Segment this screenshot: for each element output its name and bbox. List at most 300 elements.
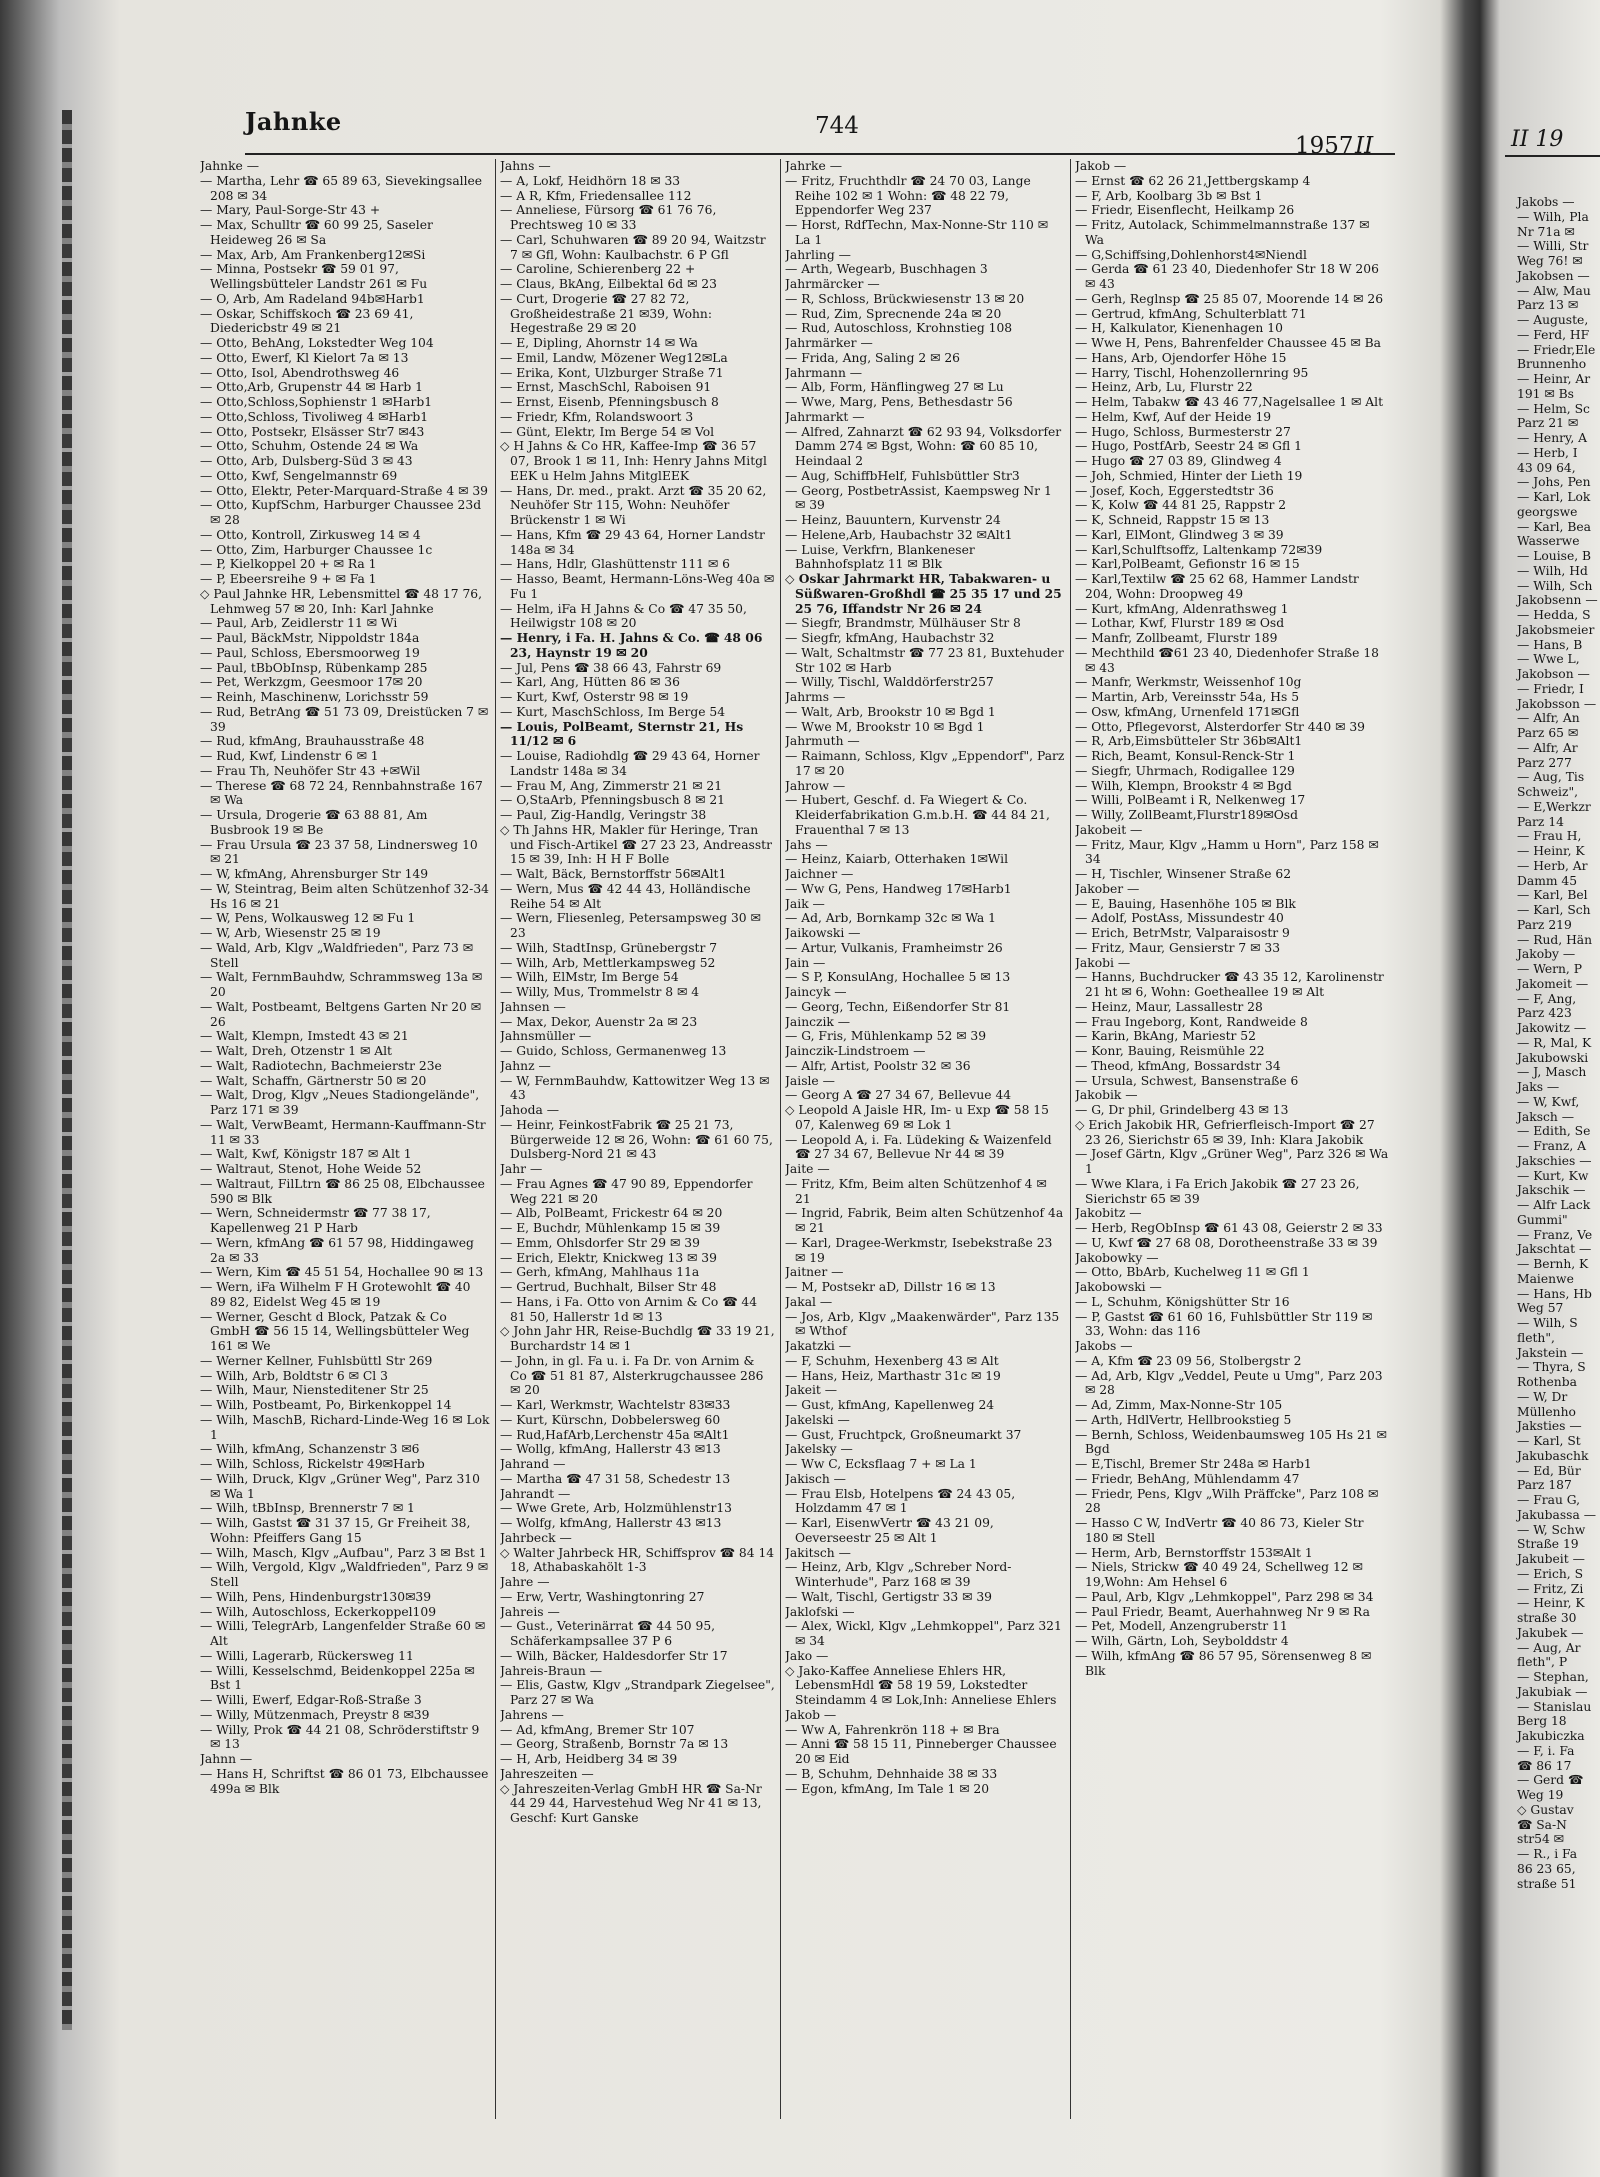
directory-entry: ◇ Walter Jahrbeck HR, Schiffsprov ☎ 84 14 18, Athabaskahölt 1-3 xyxy=(500,1545,775,1575)
directory-entry: — Hans, Heiz, Marthastr 31c ✉ 19 xyxy=(785,1368,1001,1383)
surname-heading: Jahnn — xyxy=(200,1752,253,1766)
directory-entry: — Josef Gärtn, Klgv „Grüner Weg", Parz 326 ✉ Wa 1 xyxy=(1075,1147,1389,1176)
directory-entry: — G, Fris, Mühlenkamp 52 ✉ 39 xyxy=(785,1029,987,1044)
facing-page-line: — W, Schw xyxy=(1517,1522,1586,1537)
directory-entry: — Josef, Koch, Eggerstedtstr 36 xyxy=(1075,483,1274,498)
directory-entry: — Willi, TelegrArb, Langenfelder Straße 60 ✉ Alt xyxy=(200,1619,486,1648)
surname-heading: Jahrmuth — xyxy=(785,734,860,749)
directory-entry: — Kurt, kfmAng, Aldenrathsweg 1 xyxy=(1075,601,1289,616)
surname-heading: Jainczik — xyxy=(785,1014,851,1029)
directory-entry: — Kurt, MaschSchloss, Im Berge 54 xyxy=(500,704,726,719)
directory-entry: — Walt, Klempn, Imstedt 43 ✉ 21 xyxy=(200,1029,409,1044)
facing-page-line: — Wilh, Sch xyxy=(1517,578,1593,593)
surname-heading: Jahrmann — xyxy=(785,365,863,380)
directory-entry: — Werner, Gescht d Block, Patzak & Co GmbH ☎ 56 15 14, Wellingsbütteler Weg 161 ✉ We xyxy=(200,1309,470,1353)
directory-entry: — Paul, Zig-Handlg, Veringstr 38 xyxy=(500,808,707,822)
facing-page-line: Weg 76! ✉ xyxy=(1517,254,1583,268)
column-separator xyxy=(495,159,496,2119)
directory-entry: — Alb, Form, Hänflingweg 27 ✉ Lu xyxy=(785,380,1004,395)
directory-entry: — Wilh, Schloss, Rickelstr 49✉Harb xyxy=(200,1457,425,1471)
volume-label: II xyxy=(1355,133,1374,159)
directory-entry: — Hans H, Schriftst ☎ 86 01 73, Elbchaussee 499a ✉ Blk xyxy=(200,1766,489,1796)
facing-page-line: — Hans, Hb xyxy=(1517,1286,1592,1301)
directory-entry: — Wolfg, kfmAng, Hallerstr 43 ✉13 xyxy=(500,1516,722,1530)
directory-entry: — Gust, kfmAng, Kapellenweg 24 xyxy=(785,1398,995,1412)
directory-entry: — Frau M, Ang, Zimmerstr 21 ✉ 21 xyxy=(500,778,723,793)
surname-heading: Jahrling — xyxy=(785,247,851,262)
surname-heading: Jakeit — xyxy=(785,1383,838,1398)
facing-page-line: str54 ✉ xyxy=(1517,1832,1564,1847)
facing-page-line: Weg 19 xyxy=(1517,1788,1564,1802)
facing-page-line: Jakstein — xyxy=(1517,1345,1584,1360)
directory-entry: — Heinz, Arb, Lu, Flurstr 22 xyxy=(1075,380,1253,395)
directory-entry: — P, Kielkoppel 20 + ✉ Ra 1 xyxy=(200,557,377,572)
directory-entry: — Egon, kfmAng, Im Tale 1 ✉ 20 xyxy=(785,1781,990,1796)
directory-entry: — Pet, Werkzgm, Geesmoor 17✉ 20 xyxy=(200,675,423,690)
columns-area xyxy=(200,159,1395,2119)
directory-entry: — Günt, Elektr, Im Berge 54 ✉ Vol xyxy=(500,424,715,439)
directory-entry: — Otto, KupfSchm, Harburger Chaussee 23d ✉ 28 xyxy=(200,498,482,527)
directory-entry: — Walt, Radiotechn, Bachmeierstr 23e xyxy=(200,1058,442,1073)
directory-entry: — Frau Elsb, Hotelpens ☎ 24 43 05, Holzdamm 47 ✉ 1 xyxy=(785,1486,1016,1516)
facing-page-line: Maienwe xyxy=(1517,1271,1574,1286)
directory-entry: — Rud, Autoschloss, Krohnstieg 108 xyxy=(785,321,1013,336)
directory-entry: — Otto, Kontroll, Zirkusweg 14 ✉ 4 xyxy=(200,527,421,542)
facing-page-line: Parz 21 ✉ xyxy=(1517,416,1579,431)
directory-entry: — Willi, Kesselschmd, Beidenkoppel 225a ✉ Bst 1 xyxy=(200,1663,475,1693)
facing-page-line: — Alw, Mau xyxy=(1517,283,1591,298)
directory-entry: — Wilh, Masch, Klgv „Aufbau", Parz 3 ✉ Bst 1 xyxy=(200,1545,487,1560)
directory-entry: — Martha, Lehr ☎ 65 89 63, Sievekingsallee 208 ✉ 34 xyxy=(200,173,483,203)
directory-entry: — Ernst, MaschSchl, Raboisen 91 xyxy=(500,380,712,395)
facing-page-header: II 19 xyxy=(1511,127,1564,152)
directory-entry: — Konr, Bauing, Reismühle 22 xyxy=(1075,1044,1265,1058)
surname-heading: Jain — xyxy=(785,955,826,970)
directory-entry: — Gerda ☎ 61 23 40, Diedenhofer Str 18 W 206 ✉ 43 xyxy=(1075,262,1379,291)
directory-entry: ◇ Erich Jakobik HR, Gefrierfleisch-Import ☎ 27 23 26, Sierichstr 65 ✉ 39, Inh: Klara Jakobik xyxy=(1075,1117,1375,1147)
directory-entry: — Otto, Zim, Harburger Chaussee 1c xyxy=(200,542,433,557)
directory-entry: — Siegfr, Uhrmach, Rodigallee 129 xyxy=(1075,763,1295,778)
directory-entry: — Wilh, tBbInsp, Brennerstr 7 ✉ 1 xyxy=(200,1501,415,1516)
surname-heading: Jakal — xyxy=(785,1294,833,1309)
directory-entry: — Gertrud, Buchhalt, Bilser Str 48 xyxy=(500,1280,717,1294)
surname-heading: Jahrbeck — xyxy=(500,1530,572,1545)
surname-heading: Jakobi — xyxy=(1075,955,1131,970)
directory-entry: — A R, Kfm, Friedensallee 112 xyxy=(500,188,692,203)
surname-heading: Jaincyk — xyxy=(785,985,847,999)
surname-heading: Jakob — xyxy=(785,1707,837,1722)
surname-heading: Jahrmärcker — xyxy=(785,277,880,291)
directory-entry: — Louis, PolBeamt, Sternstr 21, Hs 11/12 ✉ 6 xyxy=(500,718,744,749)
page-number: 744 xyxy=(815,113,859,139)
directory-entry: — Harry, Tischl, Hohenzollernring 95 xyxy=(1075,365,1309,380)
directory-entry: — Otto,Schloss,Sophienstr 1 ✉Harb1 xyxy=(200,395,433,409)
facing-page-line: Rothenba xyxy=(1517,1375,1577,1389)
directory-entry: ◇ Paul Jahnke HR, Lebensmittel ☎ 48 17 76, Lehmweg 57 ✉ 20, Inh: Karl Jahnke xyxy=(200,586,483,616)
directory-entry: — Paul, Arb, Zeidlerstr 11 ✉ Wi xyxy=(200,616,398,631)
directory-entry: — W, Steintrag, Beim alten Schützenhof 32-34 Hs 16 ✉ 21 xyxy=(200,881,489,911)
directory-entry: — R, Arb,Eimsbütteler Str 36b✉Alt1 xyxy=(1075,734,1303,749)
directory-entry: — Willi, Ewerf, Edgar-Roß-Straße 3 xyxy=(200,1693,422,1707)
directory-entry: — Hanns, Buchdrucker ☎ 43 35 12, Karolinenstr 21 ht ✉ 6, Wohn: Goetheallee 19 ✉ Alt xyxy=(1075,970,1384,999)
directory-entry: — Frida, Ang, Saling 2 ✉ 26 xyxy=(785,350,960,365)
surname-heading: Jakelski — xyxy=(785,1412,850,1427)
directory-entry: — Wald, Arb, Klgv „Waldfrieden", Parz 73 ✉ Stell xyxy=(200,940,474,970)
facing-page-line: — Aug, Tis xyxy=(1517,770,1585,785)
facing-page-line: Parz 423 xyxy=(1517,1006,1572,1021)
facing-page-line: — Ed, Bür xyxy=(1517,1463,1581,1478)
directory-entry: — P, Gastst ☎ 61 60 16, Fuhlsbüttler Str 119 ✉ 33, Wohn: das 116 xyxy=(1075,1309,1373,1339)
column-1 xyxy=(200,159,490,2119)
directory-entry: — H, Kalkulator, Kienenhagen 10 xyxy=(1075,321,1283,336)
facing-page-fragment xyxy=(1505,95,1600,2145)
facing-page-line: — Kurt, Kw xyxy=(1517,1168,1589,1183)
directory-entry: — Otto,Schloss, Tivoliweg 4 ✉Harb1 xyxy=(200,409,429,424)
facing-page-line: — Rud, Hän xyxy=(1517,932,1593,947)
directory-entry: — Louise, Radiohdlg ☎ 29 43 64, Horner Landstr 148a ✉ 34 xyxy=(500,749,760,778)
facing-page-line: Parz 219 xyxy=(1517,917,1572,932)
directory-entry: — Wilh, StadtInsp, Grünebergstr 7 xyxy=(500,940,718,955)
surname-heading: Jakobs — xyxy=(1075,1339,1133,1353)
facing-page-line: — F, Ang, xyxy=(1517,991,1577,1006)
facing-page-line: Müllenho xyxy=(1517,1404,1576,1419)
directory-entry: — Karl,Schulftsoffz, Laltenkamp 72✉39 xyxy=(1075,542,1323,557)
directory-entry: — Carl, Schuhwaren ☎ 89 20 94, Waitzstr 7 ✉ Gfl, Wohn: Kaulbachstr. 6 P Gfl xyxy=(500,232,766,262)
directory-entry: — Karl, EisenwVertr ☎ 43 21 09, Oeverseestr 25 ✉ Alt 1 xyxy=(785,1516,994,1545)
facing-page-line: — Franz, Ve xyxy=(1517,1227,1593,1242)
directory-page xyxy=(175,95,1410,2135)
facing-page-line: — Aug, Ar xyxy=(1517,1640,1581,1655)
facing-page-line: — R., i Fa xyxy=(1517,1847,1578,1861)
directory-entry: — Wilh, Vergold, Klgv „Waldfrieden", Parz 9 ✉ Stell xyxy=(200,1560,489,1589)
facing-page-line: Jakobson — xyxy=(1517,667,1590,681)
directory-entry: — Karl, Dragee-Werkmstr, Isebekstraße 23 ✉ 19 xyxy=(785,1235,1053,1265)
facing-page-line: Jakubassa — xyxy=(1517,1507,1596,1522)
directory-entry: — Heinz, Arb, Klgv „Schreber Nord-Winterhude", Parz 168 ✉ 39 xyxy=(785,1560,1012,1589)
column-separator xyxy=(780,159,781,2119)
directory-entry: ◇ H Jahns & Co HR, Kaffee-Imp ☎ 36 57 07, Brook 1 ✉ 11, Inh: Henry Jahns Mitgl EEK u Helm Jahns MitglEEK xyxy=(500,439,767,483)
facing-page-line: Jakschik — xyxy=(1517,1183,1586,1198)
facing-page-line: — Stephan, xyxy=(1517,1670,1589,1684)
directory-entry: — Walt, Schaffn, Gärtnerstr 50 ✉ 20 xyxy=(200,1073,427,1088)
directory-entry: — Otto, Elektr, Peter-Marquard-Straße 4 ✉ 39 xyxy=(200,483,488,498)
facing-page-line: — W, Dr xyxy=(1517,1389,1568,1404)
surname-heading: Jahnsmüller — xyxy=(500,1029,592,1044)
surname-heading: Jahr — xyxy=(500,1162,543,1176)
directory-entry: — Fritz, Autolack, Schimmelmannstraße 137 ✉ Wa xyxy=(1075,218,1370,247)
directory-entry: — Emm, Ohlsdorfer Str 29 ✉ 39 xyxy=(500,1235,700,1250)
directory-entry: — Otto, Isol, Abendrothsweg 46 xyxy=(200,365,400,380)
column-separator xyxy=(1070,159,1071,2119)
directory-entry: — Ww A, Fahrenkrön 118 + ✉ Bra xyxy=(785,1722,1000,1737)
directory-entry: — Hans, Dr. med., prakt. Arzt ☎ 35 20 62, Neuhöfer Str 115, Wohn: Neuhöfer Brückenstr 1 ✉ Wi xyxy=(500,483,767,527)
directory-entry: — Mechthild ☎61 23 40, Diedenhofer Straße 18 ✉ 43 xyxy=(1075,645,1379,675)
directory-entry: — Pet, Modell, Anzengruberstr 11 xyxy=(1075,1619,1288,1634)
directory-entry: — Wilh, MaschB, Richard-Linde-Weg 16 ✉ Lok 1 xyxy=(200,1412,490,1442)
directory-entry: — Ursula, Drogerie ☎ 63 88 81, Am Busbrook 19 ✉ Be xyxy=(200,808,428,837)
directory-entry: — Wilh, kfmAng, Schanzenstr 3 ✉6 xyxy=(200,1442,420,1457)
directory-entry: — P, Ebeersreihe 9 + ✉ Fa 1 xyxy=(200,572,377,586)
directory-entry: — Willi, Lagerarb, Rückersweg 11 xyxy=(200,1648,414,1663)
facing-page-line: Jakubaschk xyxy=(1517,1448,1589,1463)
directory-entry: — Hasso C W, IndVertr ☎ 40 86 73, Kieler Str 180 ✉ Stell xyxy=(1075,1516,1364,1545)
directory-entry: — Willy, ZollBeamt,Flurstr189✉Osd xyxy=(1075,808,1298,822)
surname-heading: Jaikowski — xyxy=(785,926,861,940)
directory-entry: — Frau Ingeborg, Kont, Randweide 8 xyxy=(1075,1014,1308,1029)
directory-entry: — Fritz, Kfm, Beim alten Schützenhof 4 ✉ 21 xyxy=(785,1176,1047,1206)
directory-entry: — Otto, Ewerf, Kl Kielort 7a ✉ 13 xyxy=(200,350,409,365)
facing-page-line: — Thyra, S xyxy=(1517,1360,1586,1375)
facing-page-line: — Edith, Se xyxy=(1517,1124,1591,1139)
directory-entry: — Max, Dekor, Auenstr 2a ✉ 23 xyxy=(500,1014,698,1029)
surname-heading: Jahrand — xyxy=(500,1457,566,1471)
directory-entry: — Rich, Beamt, Konsul-Renck-Str 1 xyxy=(1075,749,1296,763)
facing-page-line: — Erich, S xyxy=(1517,1566,1584,1581)
running-head-name: Jahnke xyxy=(245,107,342,136)
directory-entry: — U, Kwf ☎ 27 68 08, Dorotheenstraße 33 ✉ 39 xyxy=(1075,1235,1378,1250)
facing-page-line: Straße 19 xyxy=(1517,1537,1579,1552)
directory-entry: — Werner Kellner, Fuhlsbüttl Str 269 xyxy=(200,1353,433,1368)
facing-page-line: ☎ 86 17 xyxy=(1517,1758,1572,1773)
surname-heading: Jahre — xyxy=(500,1575,550,1589)
directory-entry: — Friedr, Pens, Klgv „Wilh Präffcke", Parz 108 ✉ 28 xyxy=(1075,1486,1379,1516)
directory-entry: — Paul, tBbObInsp, Rübenkamp 285 xyxy=(200,660,428,675)
facing-page-line: — Karl, Sch xyxy=(1517,903,1591,917)
directory-entry: — H, Tischler, Winsener Straße 62 xyxy=(1075,867,1292,881)
directory-entry: — Jos, Arb, Klgv „Maakenwärder", Parz 135 ✉ Wthof xyxy=(785,1309,1060,1339)
directory-entry: — Friedr, Eisenflecht, Heilkamp 26 xyxy=(1075,203,1295,218)
facing-page-line: — R, Mal, K xyxy=(1517,1035,1592,1050)
facing-page-line: — Friedr,Ele xyxy=(1517,342,1596,357)
directory-entry: — Wwe, Marg, Pens, Bethesdastr 56 xyxy=(785,395,1013,409)
directory-entry: — E, Bauing, Hasenhöhe 105 ✉ Blk xyxy=(1075,896,1296,911)
facing-page-line: Jakubeit — xyxy=(1517,1552,1585,1566)
facing-page-line: Wasserwe xyxy=(1517,534,1580,549)
directory-entry: — G,Schiffsing,Dohlenhorst4✉Niendl xyxy=(1075,247,1307,262)
directory-entry: — Walt, Kwf, Königstr 187 ✉ Alt 1 xyxy=(200,1147,412,1162)
directory-entry: — Max, Schulltr ☎ 60 99 25, Saseler Heideweg 26 ✉ Sa xyxy=(200,218,433,247)
facing-page-line: Parz 65 ✉ xyxy=(1517,726,1579,740)
directory-entry: ◇ Jako-Kaffee Anneliese Ehlers HR, LebensmHdl ☎ 58 19 59, Lokstedter Steindamm 4 ✉ Lok,Inh: Anneliese Ehlers xyxy=(785,1663,1057,1707)
facing-page-line: Damm 45 xyxy=(1517,873,1578,888)
surname-heading: Jahreis-Braun — xyxy=(500,1663,603,1678)
directory-entry: — F, Arb, Koolbarg 3b ✉ Bst 1 xyxy=(1075,188,1263,203)
directory-entry: — Otto, Kwf, Sengelmannstr 69 xyxy=(200,468,398,483)
facing-page-line: Jaksties — xyxy=(1517,1419,1582,1434)
directory-entry: — Horst, RdfTechn, Max-Nonne-Str 110 ✉ La 1 xyxy=(785,218,1049,247)
directory-entry: — Wwe Klara, i Fa Erich Jakobik ☎ 27 23 26, Sierichstr 65 ✉ 39 xyxy=(1075,1176,1360,1206)
directory-entry: — Heinz, Bauuntern, Kurvenstr 24 xyxy=(785,513,1001,527)
directory-entry: — Willy, Tischl, Walddörferstr257 xyxy=(785,675,994,690)
directory-entry: — Wern, kfmAng ☎ 61 57 98, Hiddingaweg 2a ✉ 33 xyxy=(200,1235,474,1265)
directory-entry: — Helm, Tabakw ☎ 43 46 77,Nagelsallee 1 ✉ Alt xyxy=(1075,395,1384,409)
directory-entry: — Martha ☎ 47 31 58, Schedestr 13 xyxy=(500,1471,731,1486)
directory-entry: — B, Schuhm, Dehnhaide 38 ✉ 33 xyxy=(785,1766,998,1781)
facing-page-line: Parz 187 xyxy=(1517,1478,1572,1493)
facing-page-line: Jakoby — xyxy=(1517,947,1576,962)
surname-heading: Jaklofski — xyxy=(785,1604,855,1619)
facing-page-line: — Gerd ☎ xyxy=(1517,1773,1584,1788)
facing-page-line: — Alfr Lack xyxy=(1517,1198,1591,1212)
surname-heading: Jaisle — xyxy=(785,1073,835,1088)
directory-entry: — Wilh, ElMstr, Im Berge 54 xyxy=(500,970,679,985)
directory-entry: — Wilh, Pens, Hindenburgstr130✉39 xyxy=(200,1589,432,1604)
directory-entry: — Wwe Grete, Arb, Holzmühlenstr13 xyxy=(500,1501,732,1516)
directory-entry: — Otto, Postsekr, Elsässer Str7 ✉43 xyxy=(200,424,425,439)
directory-entry: — Guido, Schloss, Germanenweg 13 xyxy=(500,1044,727,1058)
directory-entry: — Siegfr, kfmAng, Haubachstr 32 xyxy=(785,631,995,645)
directory-entry: — Erw, Vertr, Washingtonring 27 xyxy=(500,1589,705,1604)
directory-entry: — Walt, VerwBeamt, Hermann-Kauffmann-Str 11 ✉ 33 xyxy=(200,1117,486,1147)
directory-entry: — Ernst, Eisenb, Pfenningsbusch 8 xyxy=(500,395,719,409)
directory-entry: — Minna, Postsekr ☎ 59 01 97, Wellingsbütteler Landstr 261 ✉ Fu xyxy=(200,262,428,291)
facing-page-line: — Heinr, K xyxy=(1517,1596,1585,1611)
directory-entry: — Wollg, kfmAng, Hallerstr 43 ✉13 xyxy=(500,1442,721,1457)
directory-entry: — Willy, Mus, Trommelstr 8 ✉ 4 xyxy=(500,985,700,999)
directory-entry: — Osw, kfmAng, Urnenfeld 171✉Gfl xyxy=(1075,704,1300,719)
directory-entry: — Henry, i Fa. H. Jahns & Co. ☎ 48 06 23, Haynstr 19 ✉ 20 xyxy=(500,630,763,660)
directory-entry: — Alex, Wickl, Klgv „Lehmkoppel", Parz 321 ✉ 34 xyxy=(785,1619,1062,1648)
directory-entry: — Theod, kfmAng, Bossardstr 34 xyxy=(1075,1058,1281,1073)
directory-entry: — Gerh, Reglnsp ☎ 25 85 07, Moorende 14 ✉ 26 xyxy=(1075,291,1384,306)
surname-heading: Jaik — xyxy=(785,896,825,911)
directory-entry: — Friedr, BehAng, Mühlendamm 47 xyxy=(1075,1471,1300,1486)
directory-entry: — Otto, BehAng, Lokstedter Weg 104 xyxy=(200,336,434,350)
directory-entry: — Walt, Bäck, Bernstorffstr 56✉Alt1 xyxy=(500,867,727,881)
facing-page-text xyxy=(1517,195,1600,1891)
directory-entry: — Wilh, Autoschloss, Eckerkoppel109 xyxy=(200,1604,437,1619)
facing-page-line: — Alfr, An xyxy=(1517,711,1580,726)
directory-entry: — O, Arb, Am Radeland 94b✉Harb1 xyxy=(200,291,425,306)
directory-entry: — Georg, Straßenb, Bornstr 7a ✉ 13 xyxy=(500,1737,729,1752)
directory-entry: — Wern, Kim ☎ 45 51 54, Hochallee 90 ✉ 13 xyxy=(200,1265,484,1280)
directory-entry: — Fritz, Fruchthdlr ☎ 24 70 03, Lange Reihe 102 ✉ 1 Wohn: ☎ 48 22 79, Eppendorfer Weg 237 xyxy=(785,173,1031,218)
directory-entry: — Wilh, kfmAng ☎ 86 57 95, Sörensenweg 8 ✉ Blk xyxy=(1075,1648,1372,1678)
directory-entry: — Walt, Drog, Klgv „Neues Stadiongelände", Parz 171 ✉ 39 xyxy=(200,1088,480,1117)
directory-entry: — E, Buchdr, Mühlenkamp 15 ✉ 39 xyxy=(500,1221,721,1235)
directory-entry: — Wilh, Druck, Klgv „Grüner Weg", Parz 310 ✉ Wa 1 xyxy=(200,1471,480,1501)
facing-page-line: 43 09 64, xyxy=(1517,460,1576,475)
directory-entry: — Reinh, Maschinenw, Lorichsstr 59 xyxy=(200,690,429,704)
directory-entry: — Karl, ElMont, Glindweg 3 ✉ 39 xyxy=(1075,527,1284,542)
directory-entry: — W, Arb, Wiesenstr 25 ✉ 19 xyxy=(200,926,381,940)
facing-page-line: — Alfr, Ar xyxy=(1517,740,1578,755)
directory-entry: — Wern, Schneidermstr ☎ 77 38 17, Kapellenweg 21 P Harb xyxy=(200,1206,431,1235)
facing-page-line: — Hans, B xyxy=(1517,637,1583,652)
surname-heading: Jakobik — xyxy=(1075,1088,1138,1103)
facing-page-line: — Louise, B xyxy=(1517,549,1592,563)
directory-entry: — Oskar, Schiffskoch ☎ 23 69 41, Diedericbstr 49 ✉ 21 xyxy=(200,306,414,336)
facing-page-line: ☎ Sa-N xyxy=(1517,1817,1567,1832)
facing-page-line: — Wern, P xyxy=(1517,962,1583,976)
directory-entry: — Erika, Kont, Ulzburger Straße 71 xyxy=(500,365,724,380)
directory-entry: — Rud, Kwf, Lindenstr 6 ✉ 1 xyxy=(200,749,379,763)
surname-heading: Jakobowky — xyxy=(1075,1250,1159,1265)
directory-entry: — Ernst ☎ 62 26 21,Jettbergskamp 4 xyxy=(1075,173,1311,188)
directory-entry: — Wilh, Bäcker, Haldesdorfer Str 17 xyxy=(500,1648,728,1663)
directory-entry: — Paul Friedr, Beamt, Auerhahnweg Nr 9 ✉ Ra xyxy=(1075,1604,1370,1619)
facing-page-line: Jaksch — xyxy=(1517,1109,1575,1124)
facing-page-line: — Karl, Bea xyxy=(1517,519,1591,534)
directory-entry: — Karl,Textilw ☎ 25 62 68, Hammer Landstr 204, Wohn: Droopweg 49 xyxy=(1075,572,1359,601)
surname-heading: Jakob — xyxy=(1075,159,1127,173)
directory-entry: — Jul, Pens ☎ 38 66 43, Fahrstr 69 xyxy=(500,660,722,675)
directory-entry: — W, FernmBauhdw, Kattowitzer Weg 13 ✉ 43 xyxy=(500,1073,770,1103)
year-label: 1957 xyxy=(1295,133,1354,159)
directory-entry: — Hubert, Geschf. d. Fa Wiegert & Co. Kleiderfabrikation G.m.b.H. ☎ 44 84 21, Frauenthal 7 ✉ 13 xyxy=(785,793,1050,837)
directory-entry: — Gertrud, kfmAng, Schulterblatt 71 xyxy=(1075,306,1307,321)
directory-entry: — Wern, Fliesenleg, Petersampsweg 30 ✉ 23 xyxy=(500,911,761,940)
directory-entry: — Georg, Techn, Eißendorfer Str 81 xyxy=(785,999,1011,1014)
directory-entry: — Paul, Schloss, Ebersmoorweg 19 xyxy=(200,645,420,660)
surname-heading: Jakisch — xyxy=(785,1471,846,1486)
facing-page-line: — Herb, I xyxy=(1517,445,1578,460)
surname-heading: Jaichner — xyxy=(785,867,854,881)
facing-page-line: — W, Kwf, xyxy=(1517,1094,1580,1109)
surname-heading: Jahnsen — xyxy=(500,999,566,1014)
directory-entry: — O,StaArb, Pfenningsbusch 8 ✉ 21 xyxy=(500,793,726,808)
directory-entry: — Manfr, Werkmstr, Weissenhof 10g xyxy=(1075,675,1302,690)
facing-page-line: Jakubowski xyxy=(1517,1050,1589,1065)
facing-page-line: — Karl, Bel xyxy=(1517,888,1588,903)
header-rule xyxy=(245,153,1395,155)
directory-entry: — Alb, PolBeamt, Frickestr 64 ✉ 20 xyxy=(500,1206,723,1221)
facing-page-line: — Stanislau xyxy=(1517,1699,1592,1714)
directory-entry: — Otto, Pflegevorst, Alsterdorfer Str 440 ✉ 39 xyxy=(1075,719,1365,734)
directory-entry: — Luise, Verkfrn, Blankeneser Bahnhofsplatz 11 ✉ Blk xyxy=(785,542,975,572)
facing-page-line: — Wilh, Hd xyxy=(1517,563,1588,578)
directory-entry: — Ursula, Schwest, Bansenstraße 6 xyxy=(1075,1073,1299,1088)
facing-page-line: — Bernh, K xyxy=(1517,1257,1589,1271)
directory-entry: — Paul, BäckMstr, Nippoldstr 184a xyxy=(200,631,420,645)
directory-entry: ◇ Th Jahns HR, Makler für Heringe, Tran und Fisch-Artikel ☎ 27 23 23, Andreasstr 15 ✉ 39, Inh: H H F Bolle xyxy=(500,822,772,867)
directory-entry: — Willy, Mützenmach, Preystr 8 ✉39 xyxy=(200,1707,430,1722)
directory-entry: — Wilh, Gärtn, Loh, Seybolddstr 4 xyxy=(1075,1634,1289,1648)
directory-entry: — Friedr, Kfm, Rolandswoort 3 xyxy=(500,409,694,424)
facing-page-line: — Frau G, xyxy=(1517,1493,1581,1507)
directory-entry: — Leopold A, i. Fa. Lüdeking & Waizenfeld ☎ 27 34 67, Bellevue Nr 44 ✉ 39 xyxy=(785,1132,1052,1162)
directory-entry: — Hans, Kfm ☎ 29 43 64, Horner Landstr 148a ✉ 34 xyxy=(500,527,765,557)
directory-entry: — Curt, Drogerie ☎ 27 82 72, Großheidestraße 21 ✉39, Wohn: Hegestraße 29 ✉ 20 xyxy=(500,291,712,336)
directory-entry: — A, Kfm ☎ 23 09 56, Stolbergstr 2 xyxy=(1075,1353,1302,1368)
facing-page-line: — Heinr, K xyxy=(1517,844,1585,858)
facing-page-line: — Fritz, Zi xyxy=(1517,1581,1584,1596)
directory-entry: ◇ Jahreszeiten-Verlag GmbH HR ☎ Sa-Nr 44 29 44, Harvestehud Weg Nr 41 ✉ 13, Geschf: Kurt Ganske xyxy=(500,1781,762,1825)
directory-entry: — K, Schneid, Rappstr 15 ✉ 13 xyxy=(1075,513,1270,527)
directory-entry: — Walt, Tischl, Gertigstr 33 ✉ 39 xyxy=(785,1589,992,1604)
directory-entry: — A, Lokf, Heidhörn 18 ✉ 33 xyxy=(500,173,681,188)
directory-entry: — Georg A ☎ 27 34 67, Bellevue 44 xyxy=(785,1088,1012,1103)
facing-page-line: Parz 277 xyxy=(1517,755,1572,770)
directory-entry: — Walt, Schaltmstr ☎ 77 23 81, Buxtehuder Str 102 ✉ Harb xyxy=(785,645,1064,675)
directory-entry: — Hans, i Fa. Otto von Arnim & Co ☎ 44 81 50, Hallerstr 1d ✉ 13 xyxy=(500,1294,758,1324)
facing-page-line: — Frau H, xyxy=(1517,829,1582,844)
facing-page-line: — Auguste, xyxy=(1517,313,1589,327)
directory-entry: — Ww G, Pens, Handweg 17✉Harb1 xyxy=(785,881,1012,896)
facing-page-line: — Karl, St xyxy=(1517,1434,1581,1448)
directory-entry: — Claus, BkAng, Eilbektal 6d ✉ 23 xyxy=(500,277,717,291)
directory-entry: — Walt, Postbeamt, Beltgens Garten Nr 20 ✉ 26 xyxy=(200,999,482,1029)
facing-page-line: Jakobsen — xyxy=(1517,268,1590,283)
directory-entry: — W, Pens, Wolkausweg 12 ✉ Fu 1 xyxy=(200,911,416,926)
facing-page-line: Jaks — xyxy=(1517,1080,1560,1094)
directory-entry: — Elis, Gastw, Klgv „Strandpark Ziegelsee", Parz 27 ✉ Wa xyxy=(500,1678,775,1707)
facing-page-line: — Helm, Sc xyxy=(1517,401,1590,416)
directory-entry: — Manfr, Zollbeamt, Flurstr 189 xyxy=(1075,631,1278,645)
column-2 xyxy=(500,159,775,2119)
directory-entry: — Walt, Arb, Brookstr 10 ✉ Bgd 1 xyxy=(785,704,996,719)
directory-entry: ◇ Leopold A Jaisle HR, Im- u Exp ☎ 58 15 07, Kalenweg 69 ✉ Lok 1 xyxy=(785,1103,1049,1132)
